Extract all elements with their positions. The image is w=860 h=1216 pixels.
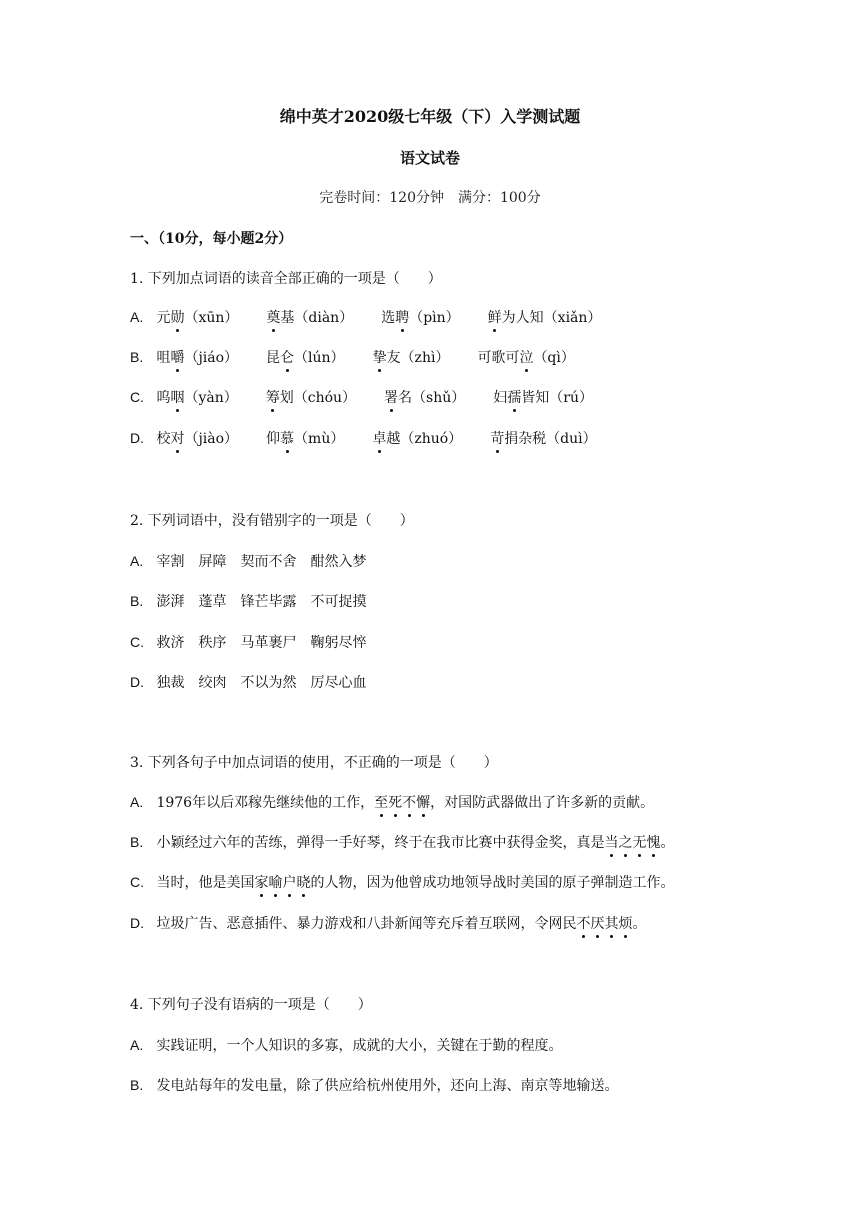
option-word: 署名（shǔ）	[384, 390, 466, 406]
question-2-option-c	[130, 632, 366, 653]
exam-meta: 完卷时间：120分钟 满分：100分	[319, 190, 541, 206]
option-label: C.	[130, 634, 144, 650]
dotted-char: 嚼	[170, 350, 185, 366]
dotted-phrase	[374, 795, 430, 811]
question-2-option-d	[130, 672, 366, 693]
exam-title: 绵中英才2020级七年级（下）入学测试题	[279, 107, 581, 126]
option-text-before: 1976年以后邓稼先继续他的工作，	[156, 795, 375, 811]
dotted-char: 不	[576, 916, 591, 932]
option-label: B.	[130, 834, 144, 850]
option-word: 仰慕（mù）	[266, 431, 345, 447]
option-text-after: 的人物，因为他曾成功地领导战时美国的原子弹制造工作。	[310, 875, 675, 891]
question-3-option-b	[130, 832, 674, 853]
option-word: 呜咽（yàn）	[156, 390, 238, 406]
dotted-char: 当	[604, 835, 619, 851]
question-1-option-a	[130, 307, 601, 328]
question-1-stem: 1. 下列加点词语的读音全部正确的一项是（ ）	[130, 271, 442, 287]
dotted-char: 至	[374, 795, 389, 811]
dotted-char: 仑	[280, 350, 295, 366]
option-word: 咀嚼（jiáo）	[156, 350, 239, 366]
question-2-stem: 2. 下列词语中，没有错别字的一项是（ ）	[130, 513, 414, 529]
dotted-char: 懈	[416, 795, 431, 811]
option-text: 发电站每年的发电量，除了供应给杭州使用外，还向上海、南京等地输送。	[156, 1078, 619, 1094]
exam-subtitle: 语文试卷	[399, 149, 460, 167]
option-text: 澎湃 蓬草 锋芒毕露 不可捉摸	[156, 594, 367, 610]
question-3-option-d	[130, 913, 646, 934]
option-text-before: 当时，他是美国	[156, 875, 255, 891]
dotted-char: 死	[388, 795, 403, 811]
dotted-char: 鲜	[487, 310, 502, 326]
question-3-option-c	[130, 872, 674, 893]
dotted-char: 晓	[296, 875, 311, 891]
section-heading: 一、（10分，每小题2分）	[130, 231, 293, 247]
dotted-char: 慕	[280, 431, 295, 447]
option-label: B.	[130, 1077, 144, 1093]
option-label: C.	[130, 874, 144, 890]
dotted-char: 孺	[507, 390, 522, 406]
dotted-phrase	[604, 835, 660, 851]
question-2-option-b	[130, 591, 366, 612]
dotted-char: 卓	[372, 431, 387, 447]
option-label: D.	[130, 915, 144, 931]
dotted-char: 厌	[590, 916, 605, 932]
option-word: 挚友（zhì）	[372, 350, 450, 366]
dotted-char: 其	[604, 916, 619, 932]
question-4-option-a	[130, 1035, 562, 1056]
question-3-stem: 3. 下列各句子中加点词语的使用，不正确的一项是（ ）	[130, 755, 498, 771]
option-label: A.	[130, 794, 144, 810]
dotted-char: 奠	[266, 310, 281, 326]
option-label: C.	[130, 389, 144, 405]
question-4-option-b	[130, 1075, 618, 1096]
dotted-char: 无	[632, 835, 647, 851]
option-word: 妇孺皆知（rú）	[493, 390, 593, 406]
dotted-char: 聘	[395, 310, 410, 326]
option-word: 选聘（pìn）	[381, 310, 460, 326]
dotted-char: 对	[170, 431, 185, 447]
option-label: A.	[130, 1037, 144, 1053]
option-word: 元勋（xūn）	[156, 310, 239, 326]
dotted-char: 苛	[490, 431, 505, 447]
dotted-char: 愧	[646, 835, 661, 851]
option-label: B.	[130, 593, 144, 609]
dotted-char: 泣	[519, 350, 534, 366]
option-word: 卓越（zhuó）	[372, 431, 463, 447]
question-2-option-a	[130, 551, 366, 572]
option-text: 救济 秩序 马革裹尸 鞠躬尽悴	[156, 635, 367, 651]
dotted-char: 筹	[265, 390, 280, 406]
dotted-char: 挚	[372, 350, 387, 366]
dotted-char: 咽	[170, 390, 185, 406]
option-text-after: ，对国防武器做出了许多新的贡献。	[430, 795, 655, 811]
dotted-phrase	[254, 875, 310, 891]
question-1-option-b	[130, 347, 575, 368]
option-text: 宰割 屏障 契而不舍 酣然入梦	[156, 554, 367, 570]
option-word: 校对（jiào）	[156, 431, 239, 447]
option-word: 可歌可泣（qì）	[477, 350, 575, 366]
option-word: 鲜为人知（xiǎn）	[487, 310, 602, 326]
option-word: 奠基（diàn）	[266, 310, 354, 326]
dotted-char: 之	[618, 835, 633, 851]
option-label: D.	[130, 430, 144, 446]
dotted-char: 家	[254, 875, 269, 891]
dotted-char: 喻	[268, 875, 283, 891]
option-text: 独裁 绞肉 不以为然 厉尽心血	[156, 675, 367, 691]
option-word: 筹划（chóu）	[265, 390, 357, 406]
dotted-char: 勋	[170, 310, 185, 326]
option-label: A.	[130, 553, 144, 569]
question-4-stem: 4. 下列句子没有语病的一项是（ ）	[130, 997, 372, 1013]
question-1-option-c	[130, 387, 593, 408]
option-label: B.	[130, 349, 144, 365]
option-text: 实践证明，一个人知识的多寡，成就的大小，关键在于勤的程度。	[156, 1038, 563, 1054]
option-text-before: 垃圾广告、恶意插件、暴力游戏和八卦新闻等充斥着互联网，令网民	[156, 916, 577, 932]
option-word: 苛捐杂税（duì）	[490, 431, 597, 447]
question-1-option-d	[130, 428, 597, 449]
question-3-option-a	[130, 792, 654, 813]
dotted-char: 烦	[618, 916, 633, 932]
dotted-phrase	[576, 916, 632, 932]
option-text-after: 。	[632, 916, 647, 932]
option-label: D.	[130, 674, 144, 690]
dotted-char: 户	[282, 875, 297, 891]
dotted-char: 署	[384, 390, 399, 406]
dotted-char: 不	[402, 795, 417, 811]
option-label: A.	[130, 309, 144, 325]
option-word: 昆仑（lún）	[266, 350, 345, 366]
option-text-after: 。	[660, 835, 675, 851]
option-text-before: 小颖经过六年的苦练，弹得一手好琴，终于在我市比赛中获得金奖，真是	[156, 835, 605, 851]
